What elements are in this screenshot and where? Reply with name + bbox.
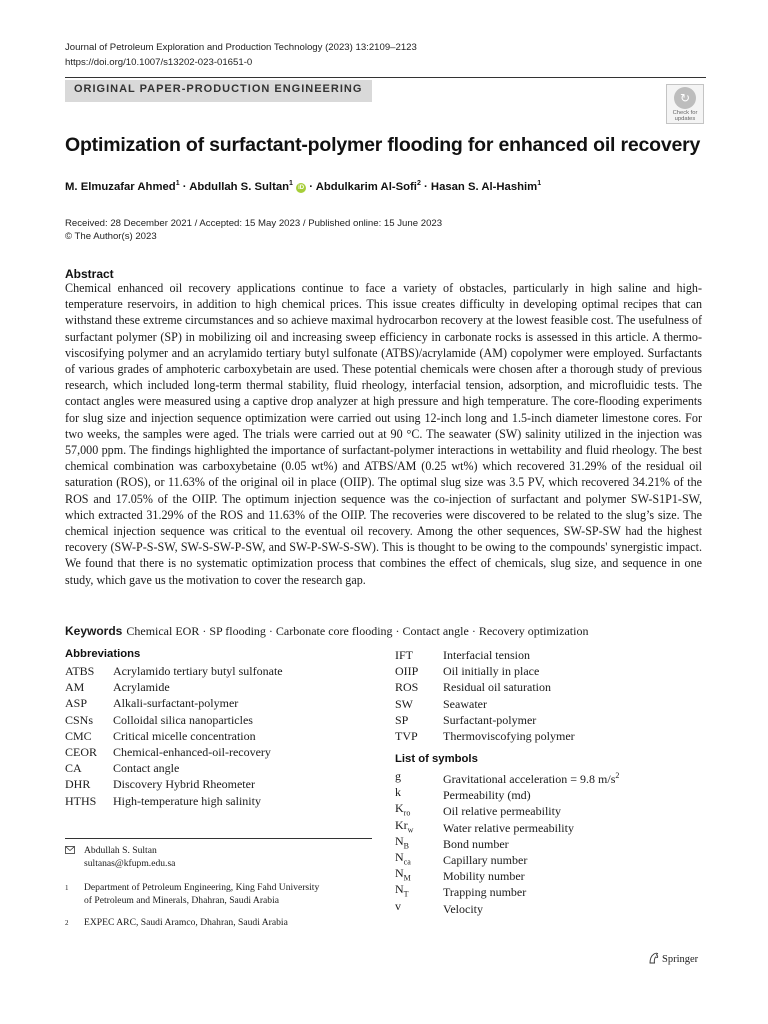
abstract-text: Chemical enhanced oil recovery applications continue to face a variety of obstacles, particularly in high saline and high-temperature reservoirs, in addition to high chemical prices. This issue creates difficulty in developing optimal recipes that can withstand these extreme circumstances and so achieve maximal hydrocarbon recovery at the lowest feasible cost. The usefulness of surfactant polymer (SP) in mobilizing oil and increasing sweep efficiency in carbonate rocks is assessed in this article. A thermo-viscosifying polymer and an acrylamido tertiary butyl sulfonate (ATBS)/acrylamide (AM) copolymer were employed. Surfactants of various grades of amphoteric carboxybetain are used. These potential chemicals were chosen after a thorough study of previous research, which included long-term thermal stability, fluid rheology, interfacial tension, adsorption, and microfluidic tests. The contact angles were measured using a captive drop analyzer at high pressure and high temperature. The core-flooding experiments for slug size and injection sequence optimization were carried out using 12-inch long and 1.5-inch diameter limestone cores. For two weeks, the samples were aged. The trials were carried out at 90 °C. The seawater (SW) salinity utilized in the injection was 57,000 ppm. The findings highlighted the importance of surfactant-polymer interactions in wettability and fluid rheology. The best chemical combination was carboxybetaine (0.05 wt%) and ATBS/AM (0.25 wt%) which recovered 31.29% of the residual oil saturation (ROS), or 11.63% of the original oil in place (OIIP). The optimal slug size was 3.5 PV, which recovered 34.21% of the ROS and 17.05% of the OIIP. The optimum injection sequence was the co-injection of surfactant and polymer SW-S1P1-SW, which extracted 31.29% of the ROS and 11.63% of the OIIP. The recoveries were discovered to be related to the slug’s size. The chemical injection sequence was critical to the eventual oil recovery. Among the other sequences, SW-SP-SW had the highest recovery (SW-P-S-SW, SW-S-SW-P-SW, and SW-P-SW-S-SW). This is thought to be owing to the compounds' synergistic impact. We found that there is no systematic optimization process that combines the effect of chemicals, slug size, and sequence in one study, which gave us the motivation to cover the research gap. bbox=[65, 281, 702, 587]
affiliation-mark: 2 bbox=[65, 919, 69, 927]
abstract-heading: Abstract bbox=[65, 267, 114, 281]
symbol-row: $N_M$ Mobility number bbox=[395, 866, 525, 884]
springer-horse-icon bbox=[648, 952, 659, 964]
author-affiliation-mark: 1 bbox=[537, 180, 542, 187]
affiliation-note bbox=[65, 917, 365, 930]
author-name[interactable]: M. Elmuzafar Ahmed bbox=[65, 180, 176, 193]
abbreviation-row: CMC Critical micelle concentration bbox=[65, 728, 256, 743]
author-name[interactable]: Abdulkarim Al-Sofi bbox=[315, 180, 417, 193]
publisher-logo bbox=[648, 952, 698, 965]
symbols-list bbox=[395, 768, 619, 914]
symbol-row: k Permeability (md) bbox=[395, 785, 531, 803]
journal-header bbox=[65, 40, 417, 70]
copyright-line: © The Author(s) 2023 bbox=[65, 231, 157, 242]
author-affiliation-mark: 2 bbox=[416, 180, 421, 187]
doi-link[interactable]: https://doi.org/10.1007/s13202-023-01651-0 bbox=[65, 57, 253, 68]
author-affiliation-mark: 1 bbox=[175, 180, 180, 187]
author-name[interactable]: Abdullah S. Sultan bbox=[189, 180, 290, 193]
affiliation-line: EXPEC ARC, Saudi Aramco, Dhahran, Saudi Arabia bbox=[84, 917, 288, 928]
abbreviations-heading: Abbreviations bbox=[65, 648, 141, 660]
check-updates-line2: updates bbox=[674, 116, 696, 123]
publication-history: Received: 28 December 2021 / Accepted: 15 May 2023 / Published online: 15 June 2023 bbox=[65, 218, 443, 229]
category-bar bbox=[65, 80, 372, 102]
abbreviation-row: TVP Thermoviscofying polymer bbox=[395, 728, 575, 743]
abbreviation-row: HTHS High-temperature high salinity bbox=[65, 793, 261, 808]
author-affiliation-mark: 1 bbox=[289, 180, 293, 187]
author-name[interactable]: Hasan S. Al-Hashim bbox=[430, 180, 538, 193]
journal-citation: Journal of Petroleum Exploration and Production Technology (2023) 13:2109–2123 bbox=[65, 42, 417, 53]
affiliation-mark: 1 bbox=[65, 884, 69, 892]
abbreviations-list-right bbox=[395, 647, 575, 744]
abbreviation-row: ROS Residual oil saturation bbox=[395, 680, 551, 695]
footnote-rule bbox=[65, 838, 372, 839]
symbol-row: v Velocity bbox=[395, 898, 483, 916]
symbol-row: $N_B$ Bond number bbox=[395, 833, 509, 851]
abbreviation-row: SP Surfactant-polymer bbox=[395, 712, 537, 727]
abbreviation-row: DHR Discovery Hybrid Rheometer bbox=[65, 777, 255, 792]
abbreviation-row: OIIP Oil initially in place bbox=[395, 664, 540, 679]
abbreviation-row: ASP Alkali-surfactant-polymer bbox=[65, 696, 239, 711]
abbreviation-row: IFT Interfacial tension bbox=[395, 648, 530, 662]
check-updates-icon: ↻ bbox=[674, 87, 696, 109]
abbreviation-row: ATBS Acrylamido tertiary butyl sulfonate bbox=[65, 664, 283, 678]
symbol-row: $N_T$ Trapping number bbox=[395, 882, 527, 900]
header-rule bbox=[65, 77, 706, 78]
orcid-icon[interactable]: iD bbox=[298, 184, 305, 191]
affiliation-note bbox=[65, 882, 365, 907]
abbreviation-row: SW Seawater bbox=[395, 696, 487, 711]
symbol-row: $Kr_w$ Water relative permeability bbox=[395, 817, 574, 835]
symbols-heading: List of symbols bbox=[395, 753, 478, 765]
article-category: ORIGINAL PAPER-PRODUCTION ENGINEERING bbox=[74, 83, 363, 95]
symbol-row: $K_{ro}$ Oil relative permeability bbox=[395, 801, 561, 819]
publication-dates bbox=[65, 217, 442, 243]
affiliation-line: Department of Petroleum Engineering, King Fahd University bbox=[84, 882, 320, 893]
abbreviations-list-left bbox=[65, 663, 283, 809]
check-updates-line1: Check for bbox=[672, 110, 698, 116]
symbol-row: g Gravitational acceleration = 9.8 $m/s^2$ bbox=[395, 769, 620, 786]
correspondence-note bbox=[65, 845, 365, 870]
abbreviation-row: AM Acrylamide bbox=[65, 680, 170, 695]
keywords-line bbox=[65, 624, 588, 639]
corresponding-author-name: Abdullah S. Sultan bbox=[84, 845, 157, 856]
author-list: M. Elmuzafar Ahmed$^1$ · Abdullah S. Sultan$^1$ iD · Abdulkarim Al-Sofi$^2$ · Hasan S. Al-Hashim$^1$ bbox=[65, 180, 542, 193]
abbreviation-row: CEOR Chemical-enhanced-oil-recovery bbox=[65, 744, 271, 759]
symbol-row: $N_{ca}$ Capillary number bbox=[395, 849, 528, 867]
abbreviation-row: CSNs Colloidal silica nanoparticles bbox=[65, 712, 253, 727]
keywords-list: Chemical EOR · SP flooding · Carbonate core flooding · Contact angle · Recovery optimization bbox=[126, 624, 589, 638]
keywords-label: Keywords bbox=[65, 624, 123, 638]
envelope-icon bbox=[65, 846, 75, 854]
abbreviation-row: CA Contact angle bbox=[65, 761, 180, 776]
affiliation-line: of Petroleum and Minerals, Dhahran, Saudi Arabia bbox=[84, 894, 280, 906]
check-for-updates-badge[interactable] bbox=[666, 84, 704, 124]
paper-title: Optimization of surfactant-polymer flooding for enhanced oil recovery bbox=[65, 134, 701, 156]
corresponding-author-email[interactable]: sultanas@kfupm.edu.sa bbox=[84, 857, 176, 869]
publisher-name: Springer bbox=[662, 954, 699, 965]
